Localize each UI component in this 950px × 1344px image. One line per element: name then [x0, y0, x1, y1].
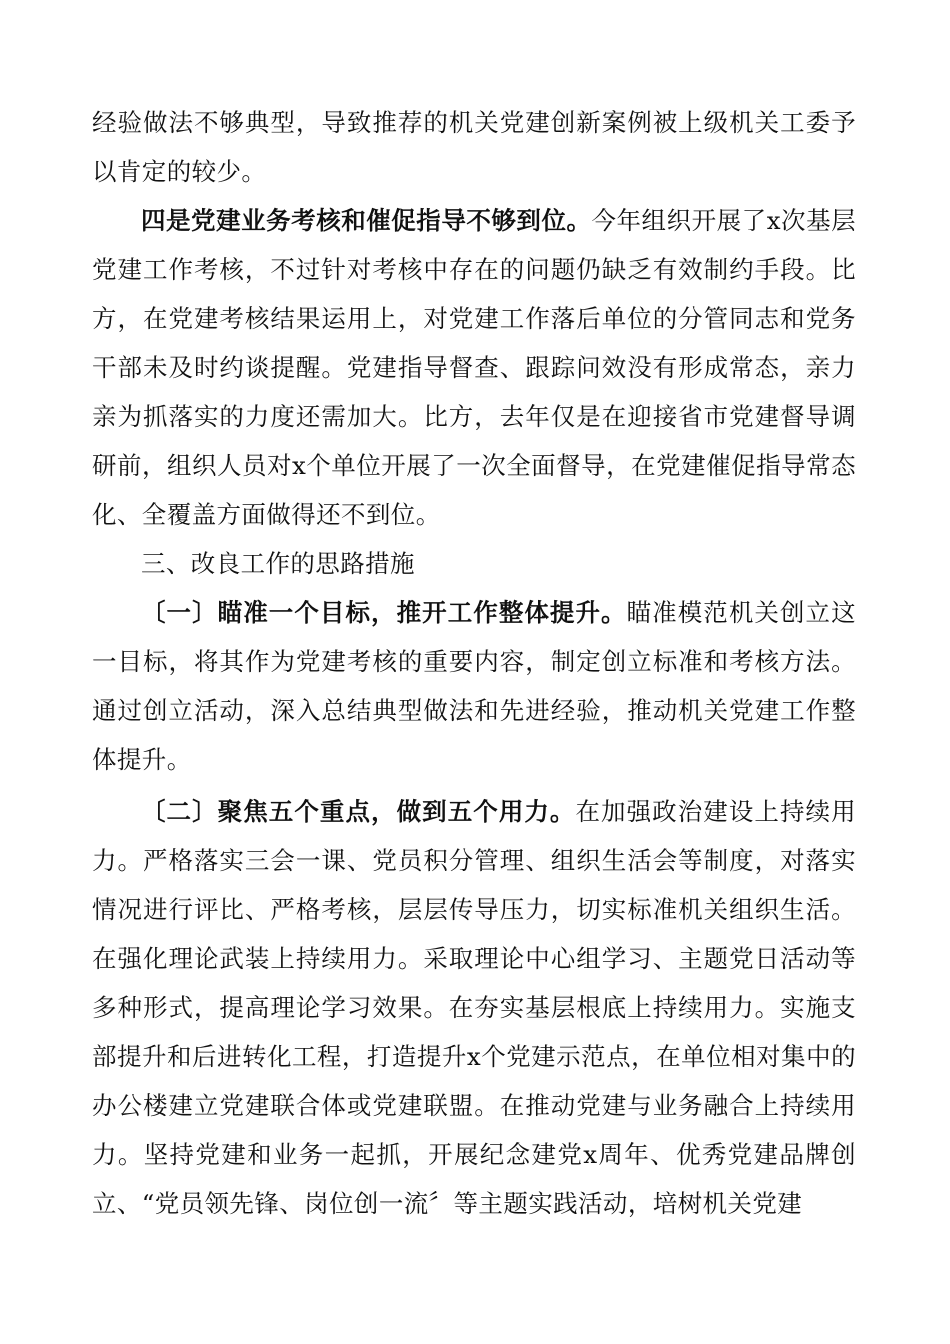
paragraph-text: 在加强政治建设上持续用力。严格落实三会一课、党员积分管理、组织生活会等制度，对落实情况进行评比、严格考核，层层传导压力，切实标准机关组织生活。在强化理论武装上持续用力。采取理论中心组学习、主题党日活动等多种形式，提高理论学习效果。在夯实基层根底上持续用力。实施支部提升和后进转化工程，打造提升x个党建示范点，在单位相对集中的办公楼建立党建联合体或党建联盟。在推动党建与业务融合上持续用力。坚持党建和业务一起抓，开展纪念建党x周年、优秀党建品牌创立、“党员领先锋、岗位创一流〞等主题实践活动，培树机关党建 — [92, 797, 856, 1218]
paragraph-text: 瞄准模范机关创立这一目标，将其作为党建考核的重要内容，制定创立标准和考核方法。通过创立活动，深入总结典型做法和先进经验，推动机关党建工作整体提升。 — [92, 598, 856, 774]
paragraph-goal — [92, 588, 856, 784]
paragraph-text: 今年组织开展了x次基层党建工作考核，不过针对考核中存在的问题仍缺乏有效制约手段。比方，在党建考核结果运用上，对党建工作落后单位的分管同志和党务干部未及时约谈提醒。党建指导督查、跟踪问效没有形成常态，亲力亲为抓落实的力度还需加大。比方，去年仅是在迎接省市党建督导调研前，组织人员对x个单位开展了一次全面督导，在党建催促指导常态化、全覆盖方面做得还不到位。 — [92, 206, 856, 529]
section-heading: 三、改良工作的思路措施 — [141, 549, 415, 578]
paragraph-text: 经验做法不够典型，导致推荐的机关党建创新案例被上级机关工委予以肯定的较少。 — [92, 108, 856, 186]
document-body — [92, 98, 856, 1228]
paragraph-assessment — [92, 196, 856, 539]
paragraph-focus — [92, 787, 856, 1228]
paragraph-lead: 四是党建业务考核和催促指导不够到位。 — [141, 206, 592, 235]
paragraph-lead: 〔二〕聚焦五个重点，做到五个用力。 — [141, 797, 576, 826]
paragraph-lead: 〔一〕瞄准一个目标，推开工作整体提升。 — [141, 598, 627, 627]
paragraph-continuation — [92, 98, 856, 196]
